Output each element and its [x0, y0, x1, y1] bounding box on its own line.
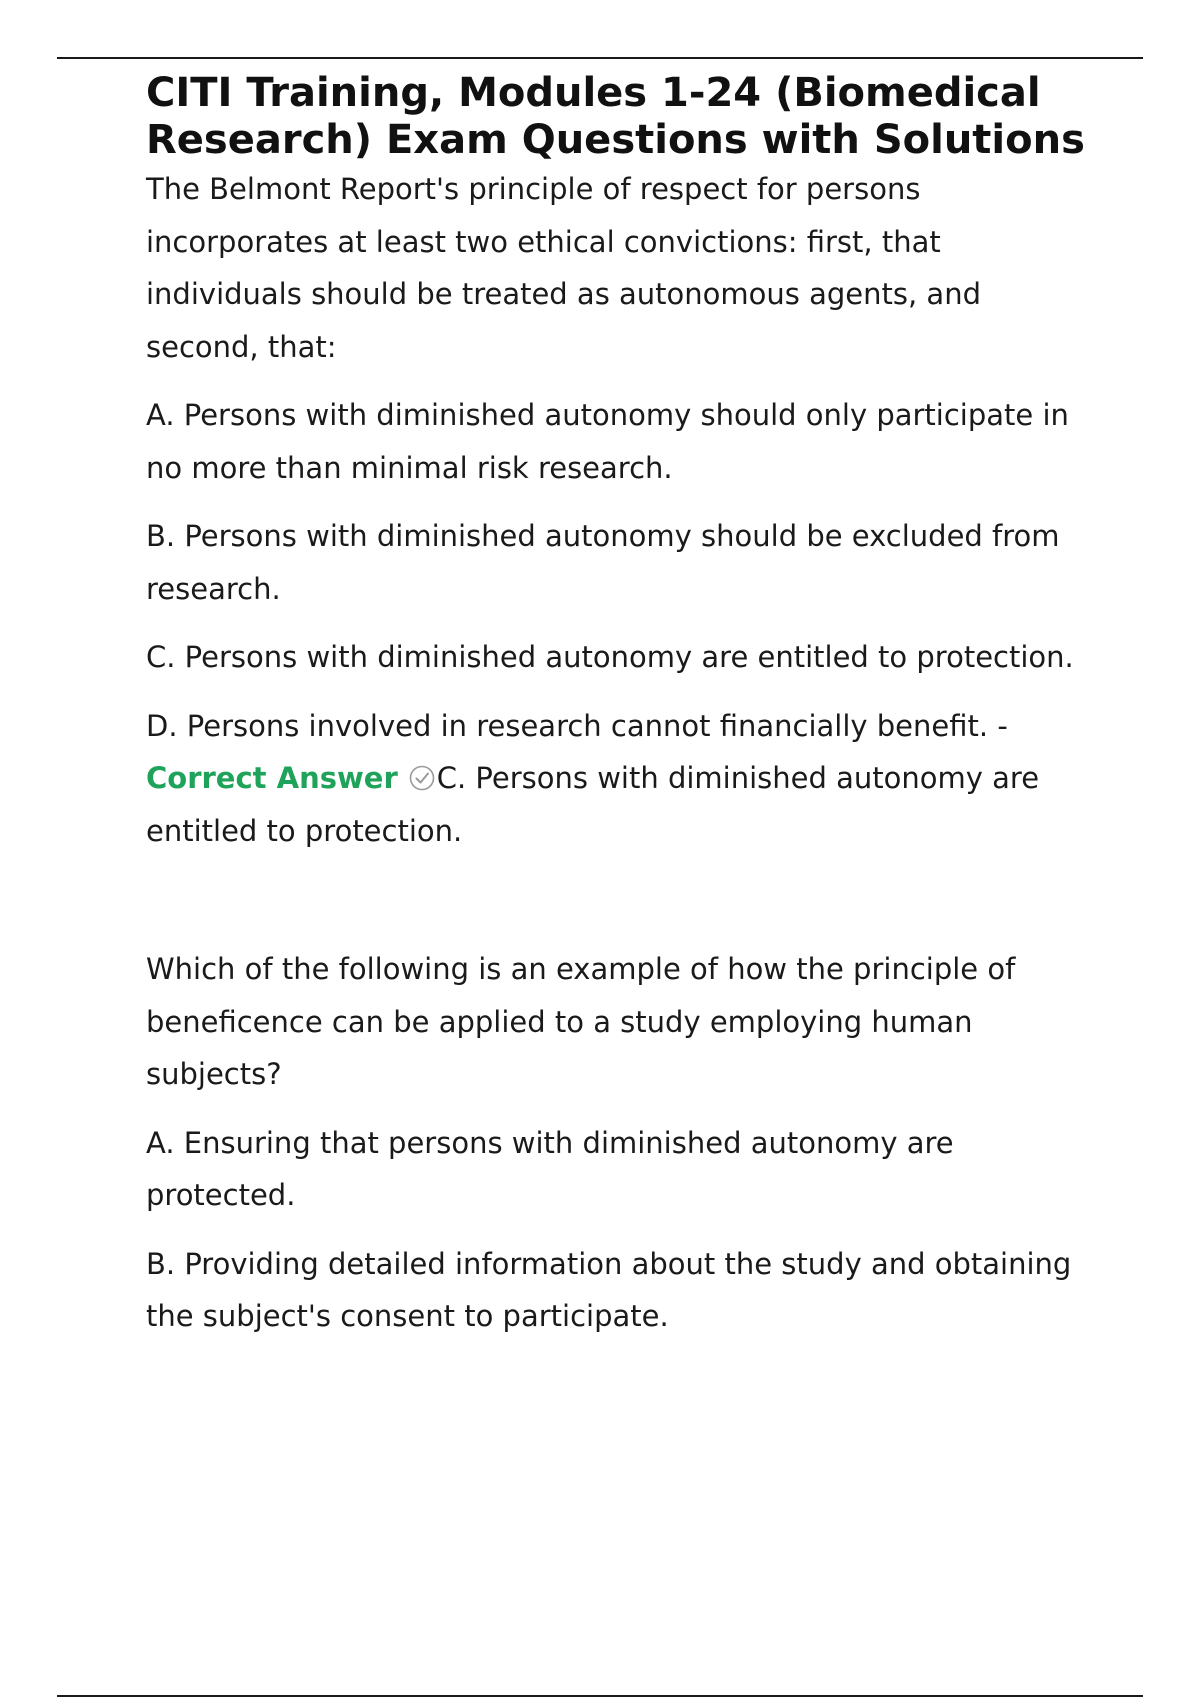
question-2-stem: Which of the following is an example of how the principle of beneficence can be applied to a study employing human subjects?	[146, 952, 1016, 1091]
correct-answer-label: Correct Answer	[146, 761, 398, 795]
question-2-option-a: A. Ensuring that persons with diminished autonomy are protected.	[146, 1125, 954, 1212]
question-2-option-b: B. Providing detailed information about the study and obtaining the subject's consent to participate.	[146, 1246, 1072, 1333]
question-1-option-a: A. Persons with diminished autonomy should only participate in no more than minimal risk research.	[146, 398, 1069, 485]
question-2	[146, 943, 1096, 1343]
question-1-option-d: D. Persons involved in research cannot financially benefit. -	[146, 708, 1008, 743]
question-1	[146, 163, 1096, 857]
check-circle-icon	[408, 756, 436, 784]
question-1-stem: The Belmont Report's principle of respect for persons incorporates at least two ethical convictions: first, that individuals should be treated as autonomous agents, and second, that:	[146, 172, 981, 364]
correct-answer-text: C. Persons with diminished autonomy are entitled to protection.	[146, 761, 1040, 848]
bottom-rule	[57, 1695, 1143, 1697]
document-body	[146, 70, 1096, 1343]
question-1-option-c: C. Persons with diminished autonomy are entitled to protection.	[146, 640, 1074, 674]
top-rule	[57, 57, 1143, 59]
question-1-option-d-with-answer	[146, 700, 1096, 858]
document-title: CITI Training, Modules 1-24 (Biomedical Research) Exam Questions with Solutions	[146, 70, 1085, 163]
question-1-option-b: B. Persons with diminished autonomy should be excluded from research.	[146, 519, 1060, 606]
